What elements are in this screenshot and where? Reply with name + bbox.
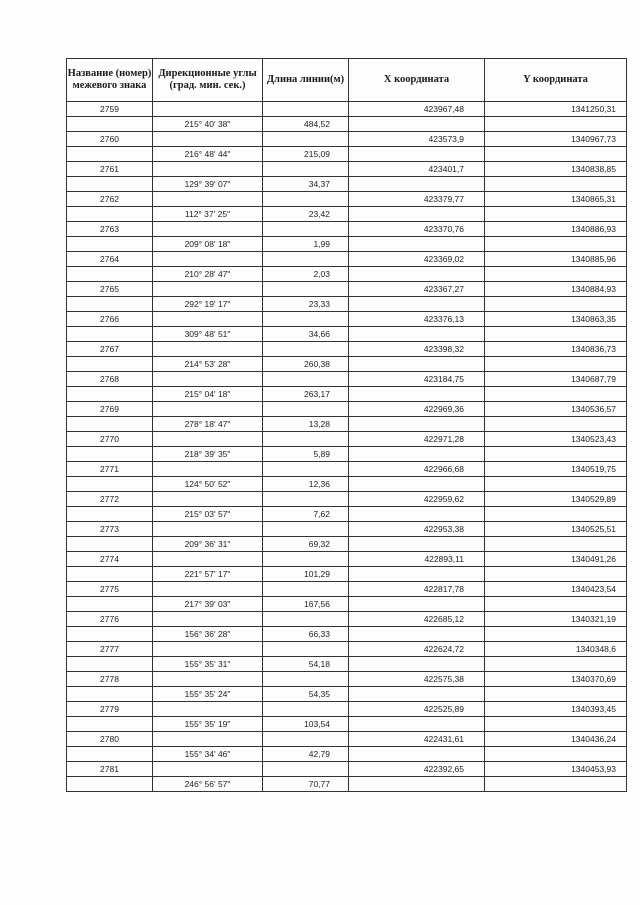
segment-length: 101,29: [263, 567, 349, 582]
empty-cell: [67, 177, 153, 192]
point-name: 2767: [67, 342, 153, 357]
empty-cell: [349, 447, 485, 462]
point-x-coordinate: 422431,61: [349, 732, 485, 747]
segment-direction-angle: 124° 50' 52": [153, 477, 263, 492]
point-y-coordinate: 1340885,96: [485, 252, 627, 267]
point-name: 2761: [67, 162, 153, 177]
empty-cell: [67, 297, 153, 312]
empty-cell: [263, 402, 349, 417]
empty-cell: [485, 417, 627, 432]
segment-length: 484,52: [263, 117, 349, 132]
point-name: 2780: [67, 732, 153, 747]
point-name: 2781: [67, 762, 153, 777]
empty-cell: [349, 657, 485, 672]
empty-cell: [67, 597, 153, 612]
segment-row: [67, 117, 627, 132]
empty-cell: [67, 717, 153, 732]
empty-cell: [263, 552, 349, 567]
empty-cell: [263, 162, 349, 177]
point-x-coordinate: 423398,32: [349, 342, 485, 357]
segment-row: [67, 267, 627, 282]
point-x-coordinate: 423967,48: [349, 102, 485, 117]
empty-cell: [263, 702, 349, 717]
empty-cell: [263, 342, 349, 357]
segment-length: 12,36: [263, 477, 349, 492]
empty-cell: [153, 522, 263, 537]
point-y-coordinate: 1340687,79: [485, 372, 627, 387]
point-row: [67, 282, 627, 297]
point-row: [67, 132, 627, 147]
empty-cell: [263, 282, 349, 297]
point-name: 2772: [67, 492, 153, 507]
segment-row: [67, 417, 627, 432]
point-row: [67, 372, 627, 387]
empty-cell: [67, 327, 153, 342]
empty-cell: [485, 537, 627, 552]
empty-cell: [349, 717, 485, 732]
segment-length: 42,79: [263, 747, 349, 762]
point-x-coordinate: 423376,13: [349, 312, 485, 327]
empty-cell: [349, 177, 485, 192]
segment-direction-angle: 155° 35' 31": [153, 657, 263, 672]
empty-cell: [263, 132, 349, 147]
empty-cell: [67, 627, 153, 642]
segment-row: [67, 567, 627, 582]
segment-direction-angle: 221° 57' 17": [153, 567, 263, 582]
segment-row: [67, 147, 627, 162]
empty-cell: [349, 747, 485, 762]
empty-cell: [263, 312, 349, 327]
header-x: X координата: [349, 59, 485, 102]
segment-row: [67, 657, 627, 672]
segment-direction-angle: 112° 37' 25": [153, 207, 263, 222]
segment-length: 34,37: [263, 177, 349, 192]
point-x-coordinate: 422685,12: [349, 612, 485, 627]
point-y-coordinate: 1340865,31: [485, 192, 627, 207]
empty-cell: [485, 477, 627, 492]
point-y-coordinate: 1340525,51: [485, 522, 627, 537]
point-name: 2774: [67, 552, 153, 567]
empty-cell: [485, 567, 627, 582]
empty-cell: [485, 447, 627, 462]
point-name: 2773: [67, 522, 153, 537]
point-x-coordinate: 423573,9: [349, 132, 485, 147]
segment-length: 263,17: [263, 387, 349, 402]
segment-length: 23,33: [263, 297, 349, 312]
point-x-coordinate: 422959,62: [349, 492, 485, 507]
point-x-coordinate: 423379,77: [349, 192, 485, 207]
empty-cell: [485, 207, 627, 222]
empty-cell: [349, 357, 485, 372]
point-x-coordinate: 423369,02: [349, 252, 485, 267]
segment-row: [67, 537, 627, 552]
point-x-coordinate: 423401,7: [349, 162, 485, 177]
empty-cell: [263, 762, 349, 777]
empty-cell: [485, 177, 627, 192]
point-row: [67, 732, 627, 747]
segment-length: 69,32: [263, 537, 349, 552]
empty-cell: [485, 357, 627, 372]
segment-row: [67, 177, 627, 192]
empty-cell: [67, 237, 153, 252]
point-y-coordinate: 1340370,69: [485, 672, 627, 687]
empty-cell: [485, 747, 627, 762]
point-row: [67, 492, 627, 507]
empty-cell: [349, 417, 485, 432]
point-x-coordinate: 422966,68: [349, 462, 485, 477]
empty-cell: [153, 612, 263, 627]
empty-cell: [153, 192, 263, 207]
empty-cell: [349, 687, 485, 702]
empty-cell: [153, 162, 263, 177]
point-x-coordinate: 422575,38: [349, 672, 485, 687]
segment-direction-angle: 217° 39' 03": [153, 597, 263, 612]
point-row: [67, 672, 627, 687]
point-name: 2768: [67, 372, 153, 387]
point-row: [67, 192, 627, 207]
segment-direction-angle: 246° 56' 57": [153, 777, 263, 792]
point-x-coordinate: 423184,75: [349, 372, 485, 387]
segment-row: [67, 297, 627, 312]
empty-cell: [67, 447, 153, 462]
point-name: 2760: [67, 132, 153, 147]
segment-direction-angle: 155° 35' 24": [153, 687, 263, 702]
segment-row: [67, 627, 627, 642]
empty-cell: [263, 462, 349, 477]
point-y-coordinate: 1340453,93: [485, 762, 627, 777]
empty-cell: [349, 207, 485, 222]
point-name: 2766: [67, 312, 153, 327]
header-angle: Дирекционные углы (град. мин. сек.): [153, 59, 263, 102]
segment-row: [67, 447, 627, 462]
segment-direction-angle: 214° 53' 28": [153, 357, 263, 372]
point-name: 2776: [67, 612, 153, 627]
point-x-coordinate: 422953,38: [349, 522, 485, 537]
point-row: [67, 432, 627, 447]
point-row: [67, 252, 627, 267]
empty-cell: [349, 117, 485, 132]
empty-cell: [153, 102, 263, 117]
point-x-coordinate: 422971,28: [349, 432, 485, 447]
empty-cell: [263, 102, 349, 117]
point-x-coordinate: 422392,65: [349, 762, 485, 777]
point-y-coordinate: 1340529,89: [485, 492, 627, 507]
empty-cell: [485, 387, 627, 402]
segment-length: 34,66: [263, 327, 349, 342]
empty-cell: [153, 252, 263, 267]
empty-cell: [349, 567, 485, 582]
point-y-coordinate: 1340884,93: [485, 282, 627, 297]
segment-direction-angle: 156° 36' 28": [153, 627, 263, 642]
segment-direction-angle: 215° 03' 57": [153, 507, 263, 522]
table-body: [67, 102, 627, 792]
empty-cell: [485, 507, 627, 522]
empty-cell: [263, 672, 349, 687]
empty-cell: [263, 252, 349, 267]
empty-cell: [153, 432, 263, 447]
point-name: 2779: [67, 702, 153, 717]
empty-cell: [485, 117, 627, 132]
segment-row: [67, 357, 627, 372]
point-row: [67, 342, 627, 357]
empty-cell: [153, 222, 263, 237]
empty-cell: [153, 552, 263, 567]
empty-cell: [67, 477, 153, 492]
segment-direction-angle: 218° 39' 35": [153, 447, 263, 462]
empty-cell: [67, 207, 153, 222]
segment-row: [67, 597, 627, 612]
empty-cell: [263, 522, 349, 537]
empty-cell: [153, 402, 263, 417]
empty-cell: [153, 702, 263, 717]
point-x-coordinate: 423370,76: [349, 222, 485, 237]
empty-cell: [153, 582, 263, 597]
point-x-coordinate: 422969,36: [349, 402, 485, 417]
point-y-coordinate: 1340436,24: [485, 732, 627, 747]
header-name: Название (номер) межевого знака: [67, 59, 153, 102]
point-y-coordinate: 1340836,73: [485, 342, 627, 357]
point-y-coordinate: 1340423,54: [485, 582, 627, 597]
segment-length: 2,03: [263, 267, 349, 282]
empty-cell: [153, 732, 263, 747]
empty-cell: [263, 432, 349, 447]
segment-row: [67, 387, 627, 402]
point-x-coordinate: 422893,11: [349, 552, 485, 567]
segment-row: [67, 327, 627, 342]
empty-cell: [153, 462, 263, 477]
empty-cell: [263, 642, 349, 657]
segment-length: 1,99: [263, 237, 349, 252]
segment-direction-angle: 129° 39' 07": [153, 177, 263, 192]
point-row: [67, 462, 627, 477]
empty-cell: [349, 327, 485, 342]
point-y-coordinate: 1340348,6: [485, 642, 627, 657]
segment-row: [67, 687, 627, 702]
empty-cell: [67, 567, 153, 582]
point-name: 2777: [67, 642, 153, 657]
point-y-coordinate: 1340838,85: [485, 162, 627, 177]
segment-length: 13,28: [263, 417, 349, 432]
segment-length: 23,42: [263, 207, 349, 222]
empty-cell: [263, 732, 349, 747]
segment-row: [67, 777, 627, 792]
empty-cell: [349, 477, 485, 492]
point-row: [67, 522, 627, 537]
point-x-coordinate: 422817,78: [349, 582, 485, 597]
segment-direction-angle: 209° 08' 18": [153, 237, 263, 252]
empty-cell: [485, 777, 627, 792]
empty-cell: [67, 147, 153, 162]
empty-cell: [153, 312, 263, 327]
empty-cell: [349, 507, 485, 522]
empty-cell: [153, 282, 263, 297]
point-name: 2769: [67, 402, 153, 417]
segment-row: [67, 747, 627, 762]
empty-cell: [485, 597, 627, 612]
empty-cell: [485, 657, 627, 672]
point-row: [67, 312, 627, 327]
empty-cell: [485, 237, 627, 252]
segment-length: 5,89: [263, 447, 349, 462]
empty-cell: [485, 267, 627, 282]
point-name: 2763: [67, 222, 153, 237]
point-y-coordinate: 1340491,26: [485, 552, 627, 567]
empty-cell: [67, 657, 153, 672]
point-row: [67, 612, 627, 627]
point-name: 2762: [67, 192, 153, 207]
empty-cell: [67, 687, 153, 702]
segment-length: 260,38: [263, 357, 349, 372]
segment-direction-angle: 209° 36' 31": [153, 537, 263, 552]
empty-cell: [485, 147, 627, 162]
point-y-coordinate: 1340886,93: [485, 222, 627, 237]
empty-cell: [263, 582, 349, 597]
segment-row: [67, 237, 627, 252]
empty-cell: [153, 342, 263, 357]
empty-cell: [67, 747, 153, 762]
segment-direction-angle: 216° 48' 44": [153, 147, 263, 162]
empty-cell: [349, 537, 485, 552]
empty-cell: [485, 327, 627, 342]
empty-cell: [153, 132, 263, 147]
empty-cell: [67, 357, 153, 372]
header-y: Y координата: [485, 59, 627, 102]
empty-cell: [67, 417, 153, 432]
segment-row: [67, 507, 627, 522]
empty-cell: [263, 612, 349, 627]
empty-cell: [349, 147, 485, 162]
empty-cell: [67, 267, 153, 282]
point-row: [67, 552, 627, 567]
empty-cell: [485, 717, 627, 732]
point-name: 2771: [67, 462, 153, 477]
point-y-coordinate: 1340536,57: [485, 402, 627, 417]
segment-row: [67, 477, 627, 492]
table-header-row: [67, 59, 627, 102]
segment-length: 70,77: [263, 777, 349, 792]
header-length: Длина линии(м): [263, 59, 349, 102]
point-name: 2764: [67, 252, 153, 267]
point-y-coordinate: 1340523,43: [485, 432, 627, 447]
segment-direction-angle: 309° 48' 51": [153, 327, 263, 342]
point-x-coordinate: 422525,89: [349, 702, 485, 717]
empty-cell: [153, 372, 263, 387]
segment-direction-angle: 278° 18' 47": [153, 417, 263, 432]
point-row: [67, 222, 627, 237]
empty-cell: [349, 237, 485, 252]
empty-cell: [263, 222, 349, 237]
point-name: 2765: [67, 282, 153, 297]
empty-cell: [153, 492, 263, 507]
empty-cell: [67, 507, 153, 522]
point-y-coordinate: 1341250,31: [485, 102, 627, 117]
point-x-coordinate: 423367,27: [349, 282, 485, 297]
point-row: [67, 102, 627, 117]
point-row: [67, 642, 627, 657]
segment-row: [67, 717, 627, 732]
empty-cell: [153, 762, 263, 777]
empty-cell: [67, 387, 153, 402]
segment-length: 54,35: [263, 687, 349, 702]
empty-cell: [349, 387, 485, 402]
empty-cell: [349, 597, 485, 612]
segment-row: [67, 207, 627, 222]
point-y-coordinate: 1340321,19: [485, 612, 627, 627]
segment-length: 167,56: [263, 597, 349, 612]
segment-direction-angle: 155° 35' 19": [153, 717, 263, 732]
empty-cell: [349, 267, 485, 282]
point-name: 2778: [67, 672, 153, 687]
boundary-coordinates-table: [66, 58, 627, 792]
point-y-coordinate: 1340519,75: [485, 462, 627, 477]
empty-cell: [67, 537, 153, 552]
empty-cell: [349, 627, 485, 642]
point-x-coordinate: 422624,72: [349, 642, 485, 657]
empty-cell: [263, 492, 349, 507]
empty-cell: [349, 297, 485, 312]
empty-cell: [485, 297, 627, 312]
empty-cell: [153, 672, 263, 687]
point-name: 2759: [67, 102, 153, 117]
point-name: 2775: [67, 582, 153, 597]
point-row: [67, 162, 627, 177]
empty-cell: [153, 642, 263, 657]
empty-cell: [485, 687, 627, 702]
point-y-coordinate: 1340863,35: [485, 312, 627, 327]
empty-cell: [67, 117, 153, 132]
segment-length: 7,62: [263, 507, 349, 522]
point-row: [67, 402, 627, 417]
empty-cell: [349, 777, 485, 792]
point-y-coordinate: 1340967,73: [485, 132, 627, 147]
point-row: [67, 762, 627, 777]
segment-direction-angle: 292° 19' 17": [153, 297, 263, 312]
segment-length: 66,33: [263, 627, 349, 642]
empty-cell: [263, 192, 349, 207]
empty-cell: [263, 372, 349, 387]
segment-length: 215,09: [263, 147, 349, 162]
empty-cell: [67, 777, 153, 792]
point-y-coordinate: 1340393,45: [485, 702, 627, 717]
point-row: [67, 702, 627, 717]
point-row: [67, 582, 627, 597]
point-name: 2770: [67, 432, 153, 447]
segment-length: 54,18: [263, 657, 349, 672]
segment-direction-angle: 210° 28' 47": [153, 267, 263, 282]
segment-direction-angle: 215° 40' 38": [153, 117, 263, 132]
empty-cell: [485, 627, 627, 642]
segment-length: 103,54: [263, 717, 349, 732]
segment-direction-angle: 155° 34' 46": [153, 747, 263, 762]
segment-direction-angle: 215° 04' 18": [153, 387, 263, 402]
